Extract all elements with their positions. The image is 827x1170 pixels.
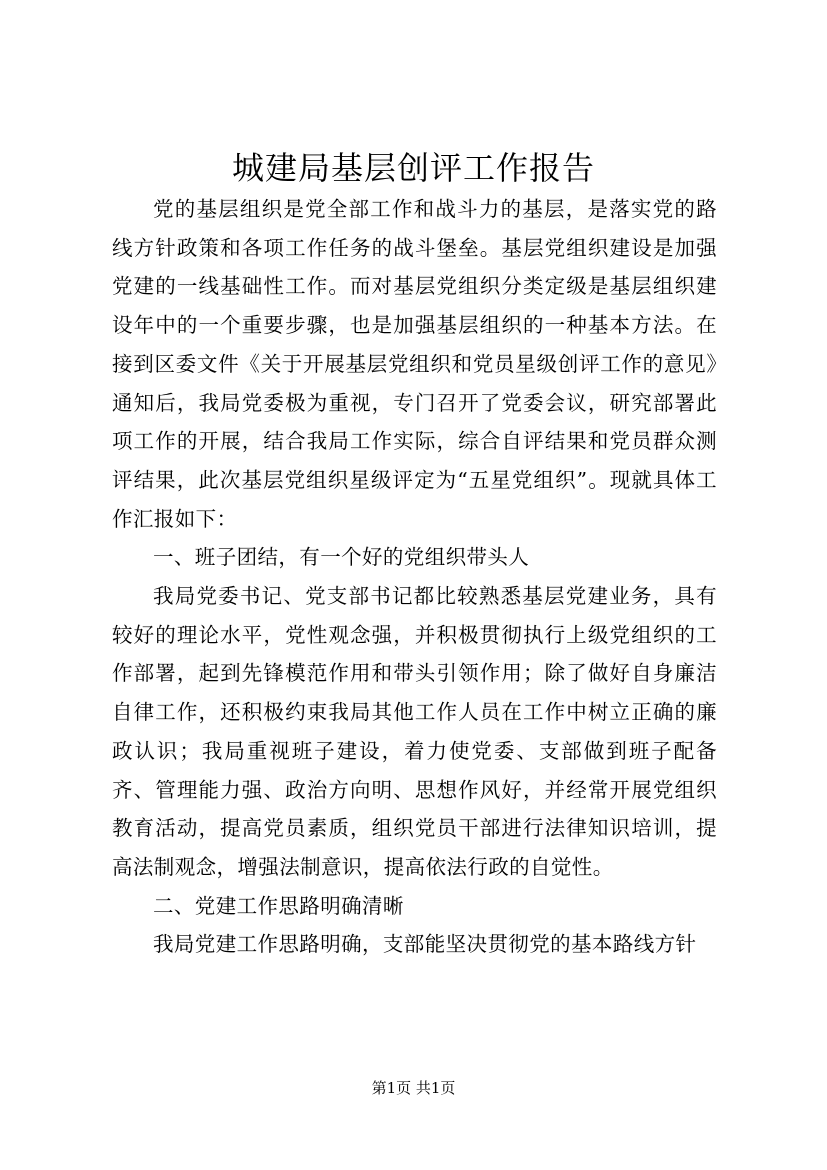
page-footer: 第1页 共1页 <box>371 1079 456 1097</box>
section-heading-2: 二、党建工作思路明确清晰 <box>153 893 404 918</box>
paragraph-section-1: 我局党委书记、党支部书记都比较熟悉基层党建业务，具有较好的理论水平，党性观念强，并积极贯彻执行上级党组织的工作部署，起到先锋模范作用和带头引领作用；除了做好自身廉洁自律工作，还积极约束我局其他工作人员在工作中树立正确的廉政认识；我局重视班子建设，着力使党委、支部做到班子配备齐、管理能力强、政治方向明、思想作风好，并经常开展党组织教育活动，提高党员素质，组织党员干部进行法律知识培训，提高法制观念，增强法制意识，提高依法行政的自觉性。 <box>112 584 717 879</box>
document-body <box>112 190 717 964</box>
paragraph-section-2: 我局党建工作思路明确，支部能坚决贯彻党的基本路线方针 <box>153 932 697 957</box>
paragraph-intro: 党的基层组织是党全部工作和战斗力的基层，是落实党的路线方针政策和各项工作任务的战斗堡垒。基层党组织建设是加强党建的一线基础性工作。而对基层党组织分类定级是基层组织建设年中的一个重要步骤，也是加强基层组织的一种基本方法。在接到区委文件《关于开展基层党组织和党员星级创评工作的意见》通知后，我局党委极为重视，专门召开了党委会议，研究部署此项工作的开展，结合我局工作实际，综合自评结果和党员群众测评结果，此次基层党组织星级评定为“五星党组织”。现就具体工作汇报如下： <box>112 197 717 531</box>
document-title: 城建局基层创评工作报告 <box>231 149 595 187</box>
section-heading-1: 一、班子团结，有一个好的党组织带头人 <box>153 545 530 570</box>
